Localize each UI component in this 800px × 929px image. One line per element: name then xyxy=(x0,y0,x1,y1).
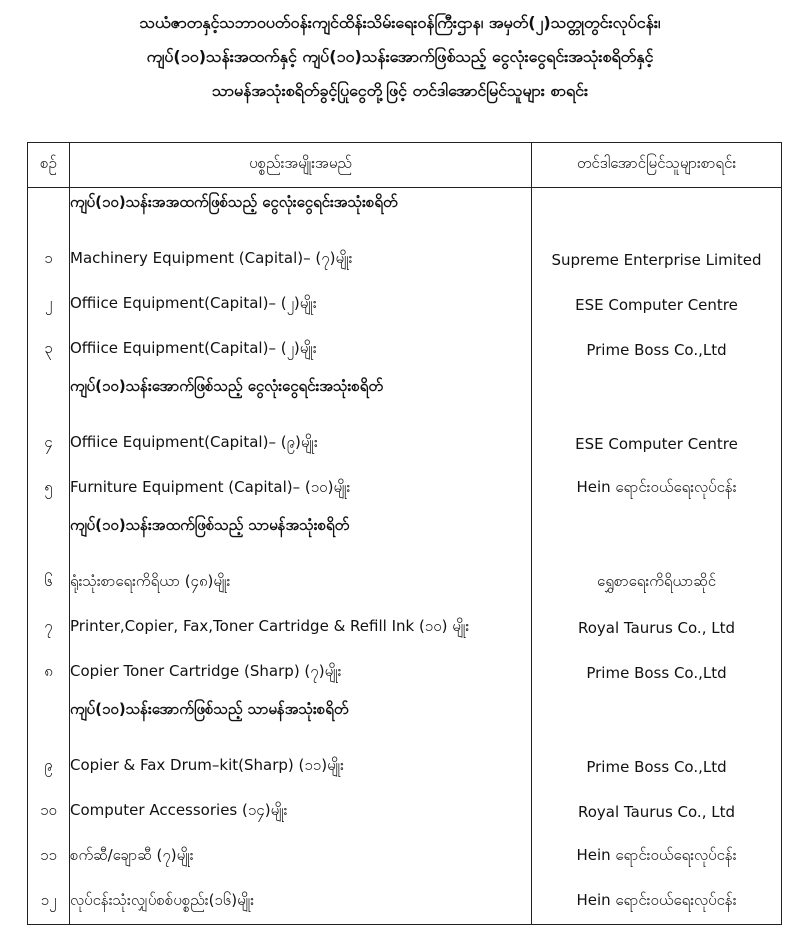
row-item: စက်ဆီ/ချောဆီ (၇)မျိုး xyxy=(70,834,532,879)
row-number: ၁၂ xyxy=(28,879,70,925)
table-row xyxy=(28,327,782,372)
row-number: ၁၀ xyxy=(28,789,70,834)
row-supplier xyxy=(532,511,782,560)
row-item: ရုံးသုံးစာရေးကိရိယာ (၄၈)မျိုး xyxy=(70,560,532,605)
row-supplier: Hein ရောင်းဝယ်ရေးလုပ်ငန်း xyxy=(532,879,782,925)
header-tender-winner: တင်ဒါအောင်မြင်သူများစာရင်း xyxy=(532,143,782,188)
row-number: ၁ xyxy=(28,237,70,282)
row-supplier: Hein ရောင်းဝယ်ရေးလုပ်ငန်း xyxy=(532,834,782,879)
row-item: Copier & Fax Drum–kit(Sharp) (၁၁)မျိုး xyxy=(70,744,532,789)
table-row xyxy=(28,511,782,560)
row-item: Computer Accessories (၁၄)မျိုး xyxy=(70,789,532,834)
table-row xyxy=(28,605,782,650)
table-row xyxy=(28,560,782,605)
row-item: Offiice Equipment(Capital)– (၉)မျိုး xyxy=(70,421,532,466)
row-item: Offiice Equipment(Capital)– (၂)မျိုး xyxy=(70,327,532,372)
row-item: Offiice Equipment(Capital)– (၂)မျိုး xyxy=(70,282,532,327)
table-row xyxy=(28,466,782,511)
tender-winners-table xyxy=(27,142,782,925)
table-row xyxy=(28,282,782,327)
table-row xyxy=(28,695,782,744)
row-number: ၇ xyxy=(28,605,70,650)
table-body xyxy=(28,188,782,925)
table-row xyxy=(28,421,782,466)
table-row xyxy=(28,834,782,879)
row-number xyxy=(28,188,70,238)
table-row xyxy=(28,237,782,282)
section-heading: ကျပ်(၁၀)သန်းအောက်ဖြစ်သည့် သာမန်အသုံးစရိတ် xyxy=(70,695,532,744)
row-number xyxy=(28,511,70,560)
section-heading: ကျပ်(၁၀)သန်းအောက်ဖြစ်သည့် ငွေလုံးငွေရင်းအသုံးစရိတ် xyxy=(70,372,532,421)
row-number: ၉ xyxy=(28,744,70,789)
row-number xyxy=(28,695,70,744)
row-supplier xyxy=(532,695,782,744)
row-supplier: Hein ရောင်းဝယ်ရေးလုပ်ငန်း xyxy=(532,466,782,511)
row-number: ၆ xyxy=(28,560,70,605)
row-supplier: Prime Boss Co.,Ltd xyxy=(532,744,782,789)
row-supplier: ESE Computer Centre xyxy=(532,421,782,466)
row-supplier: ESE Computer Centre xyxy=(532,282,782,327)
row-item: Furniture Equipment (Capital)– (၁၀)မျိုး xyxy=(70,466,532,511)
row-supplier: Royal Taurus Co., Ltd xyxy=(532,789,782,834)
table-row xyxy=(28,372,782,421)
section-heading: ကျပ်(၁၀)သန်းအအထက်ဖြစ်သည့် ငွေလုံးငွေရင်းအသုံးစရိတ် xyxy=(70,188,532,238)
section-heading: ကျပ်(၁၀)သန်းအထက်ဖြစ်သည့် သာမန်အသုံးစရိတ် xyxy=(70,511,532,560)
row-number: ၄ xyxy=(28,421,70,466)
header-serial-number: စဉ် xyxy=(28,143,70,188)
row-item: Printer,Copier, Fax,Toner Cartridge & Refill Ink (၁၀) မျိုး xyxy=(70,605,532,650)
table-row xyxy=(28,650,782,695)
row-supplier: Prime Boss Co.,Ltd xyxy=(532,650,782,695)
row-supplier: ရွှေစာရေးကိရိယာဆိုင် xyxy=(532,560,782,605)
table-row xyxy=(28,744,782,789)
row-supplier xyxy=(532,188,782,238)
row-number: ၂ xyxy=(28,282,70,327)
row-number xyxy=(28,372,70,421)
header-item-name: ပစ္စည်းအမျိုးအမည် xyxy=(70,143,532,188)
row-item: Machinery Equipment (Capital)– (၇)မျိုး xyxy=(70,237,532,282)
row-number: ၃ xyxy=(28,327,70,372)
row-number: ၅ xyxy=(28,466,70,511)
row-number: ၁၁ xyxy=(28,834,70,879)
table-row xyxy=(28,188,782,238)
table-row xyxy=(28,789,782,834)
row-number: ၈ xyxy=(28,650,70,695)
row-supplier: Supreme Enterprise Limited xyxy=(532,237,782,282)
table-row xyxy=(28,879,782,925)
heading-line-3: သာမန်အသုံးစရိတ်ခွင့်ပြုငွေတို့ဖြင့် တင်ဒါအောင်မြင်သူများ စာရင်း xyxy=(211,81,589,100)
heading-line-2: ကျပ်(၁၀)သန်းအထက်နှင့် ကျပ်(၁၀)သန်းအောက်ဖြစ်သည့် ငွေလုံးငွေရင်းအသုံးစရိတ်နှင့် xyxy=(146,47,654,66)
row-supplier: Prime Boss Co.,Ltd xyxy=(532,327,782,372)
document-heading xyxy=(0,6,800,108)
heading-line-1: သယံဇာတနှင့်သဘာဝပတ်ဝန်းကျင်ထိန်းသိမ်းရေးဝန်ကြီးဌာန၊ အမှတ်(၂)သတ္တုတွင်းလုပ်ငန်း၊ xyxy=(139,13,661,32)
row-supplier xyxy=(532,372,782,421)
row-supplier: Royal Taurus Co., Ltd xyxy=(532,605,782,650)
row-item: Copier Toner Cartridge (Sharp) (၇)မျိုး xyxy=(70,650,532,695)
row-item: လုပ်ငန်းသုံးလျှပ်စစ်ပစ္စည်း(၁၆)မျိုး xyxy=(70,879,532,925)
table-header-row xyxy=(28,143,782,188)
